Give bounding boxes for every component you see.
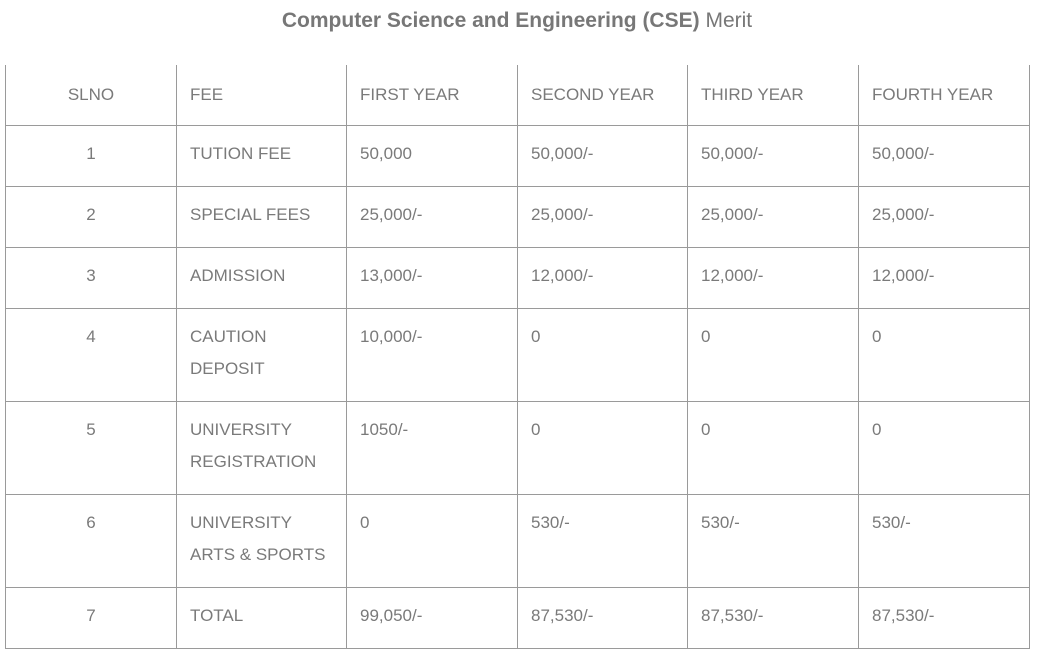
cell-fourth-year: 0 xyxy=(859,401,1030,494)
cell-third-year: 25,000/- xyxy=(688,186,859,247)
cell-second-year: 530/- xyxy=(518,494,688,587)
table-row xyxy=(6,186,1030,247)
cell-third-year: 87,530/- xyxy=(688,587,859,648)
cell-slno: 3 xyxy=(6,247,177,308)
cell-fee: UNIVERSITY REGISTRATION xyxy=(177,401,347,494)
cell-third-year: 50,000/- xyxy=(688,125,859,186)
cell-fee: CAUTION DEPOSIT xyxy=(177,308,347,401)
header-third-year: THIRD YEAR xyxy=(688,65,859,125)
header-fee: FEE xyxy=(177,65,347,125)
cell-fee: ADMISSION xyxy=(177,247,347,308)
header-second-year: SECOND YEAR xyxy=(518,65,688,125)
header-fourth-year: FOURTH YEAR xyxy=(859,65,1030,125)
cell-first-year: 0 xyxy=(347,494,518,587)
cell-third-year: 530/- xyxy=(688,494,859,587)
cell-second-year: 12,000/- xyxy=(518,247,688,308)
cell-first-year: 10,000/- xyxy=(347,308,518,401)
cell-third-year: 0 xyxy=(688,308,859,401)
cell-second-year: 25,000/- xyxy=(518,186,688,247)
cell-second-year: 0 xyxy=(518,401,688,494)
cell-fee: UNIVERSITY ARTS & SPORTS xyxy=(177,494,347,587)
cell-fee: TUTION FEE xyxy=(177,125,347,186)
cell-first-year: 1050/- xyxy=(347,401,518,494)
page-title-program: Computer Science and Engineering (CSE) xyxy=(281,9,700,32)
cell-second-year: 87,530/- xyxy=(518,587,688,648)
cell-first-year: 50,000 xyxy=(347,125,518,186)
header-slno: SLNO xyxy=(6,65,177,125)
fee-table xyxy=(5,65,1030,649)
table-header-row xyxy=(6,65,1030,125)
table-row xyxy=(6,247,1030,308)
header-first-year: FIRST YEAR xyxy=(347,65,518,125)
page-title-quota: Merit xyxy=(705,9,753,32)
cell-first-year: 99,050/- xyxy=(347,587,518,648)
cell-fourth-year: 50,000/- xyxy=(859,125,1030,186)
cell-slno: 7 xyxy=(6,587,177,648)
cell-slno: 6 xyxy=(6,494,177,587)
cell-fourth-year: 25,000/- xyxy=(859,186,1030,247)
cell-fourth-year: 530/- xyxy=(859,494,1030,587)
cell-second-year: 50,000/- xyxy=(518,125,688,186)
cell-fourth-year: 0 xyxy=(859,308,1030,401)
cell-fourth-year: 12,000/- xyxy=(859,247,1030,308)
cell-fee: TOTAL xyxy=(177,587,347,648)
table-row xyxy=(6,494,1030,587)
cell-third-year: 12,000/- xyxy=(688,247,859,308)
cell-first-year: 25,000/- xyxy=(347,186,518,247)
cell-second-year: 0 xyxy=(518,308,688,401)
cell-first-year: 13,000/- xyxy=(347,247,518,308)
table-row xyxy=(6,308,1030,401)
cell-fee: SPECIAL FEES xyxy=(177,186,347,247)
cell-third-year: 0 xyxy=(688,401,859,494)
cell-slno: 4 xyxy=(6,308,177,401)
cell-slno: 1 xyxy=(6,125,177,186)
cell-fourth-year: 87,530/- xyxy=(859,587,1030,648)
table-row xyxy=(6,125,1030,186)
cell-slno: 5 xyxy=(6,401,177,494)
cell-slno: 2 xyxy=(6,186,177,247)
page-title xyxy=(0,6,1034,36)
table-row xyxy=(6,401,1030,494)
table-row xyxy=(6,587,1030,648)
